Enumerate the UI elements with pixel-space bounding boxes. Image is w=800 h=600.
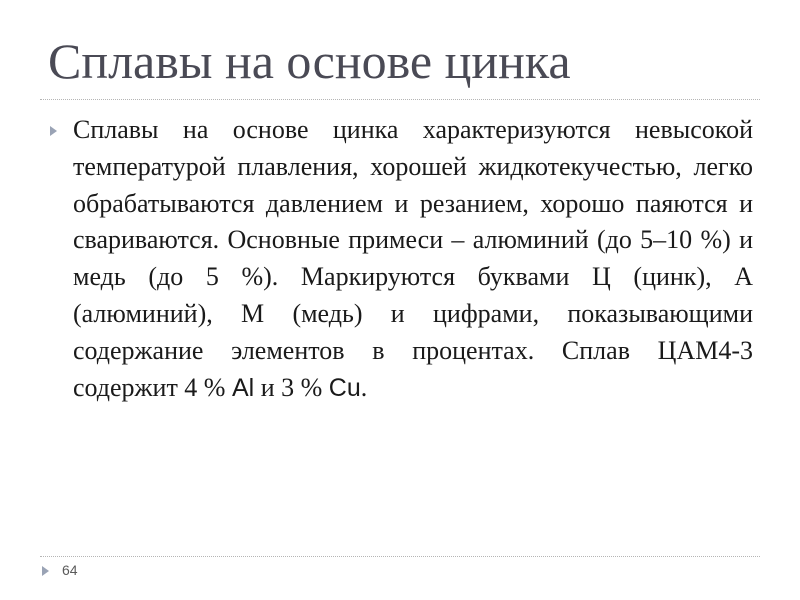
slide-title: Сплавы на основе цинка [48,33,571,89]
bullet-text-mid: и 3 % [254,372,329,402]
bullet-text [73,112,753,406]
footer-divider [40,556,760,557]
page-number: 64 [62,562,78,578]
title-divider [40,99,760,100]
triangle-bullet-icon [50,126,57,136]
element-al: Al [231,373,255,402]
bullet-text-main: Сплавы на основе цинка характеризуются невысокой температурой плавления, хорошей жидкотекучестью, легко обрабатываются давлением и резанием, хорошо паяются и свариваются. Основные примеси – алюминий (до 5–10 %) и медь (до 5 %). Маркируются буквами Ц (цинк), А (алюминий), М (медь) и цифрами, показывающими содержание элементов в процентах. Сплав ЦАМ4-3 содержит 4 % [73,115,753,402]
element-cu: Cu [328,373,361,402]
bullet-text-end: . [360,372,368,402]
triangle-footer-icon [42,566,49,576]
